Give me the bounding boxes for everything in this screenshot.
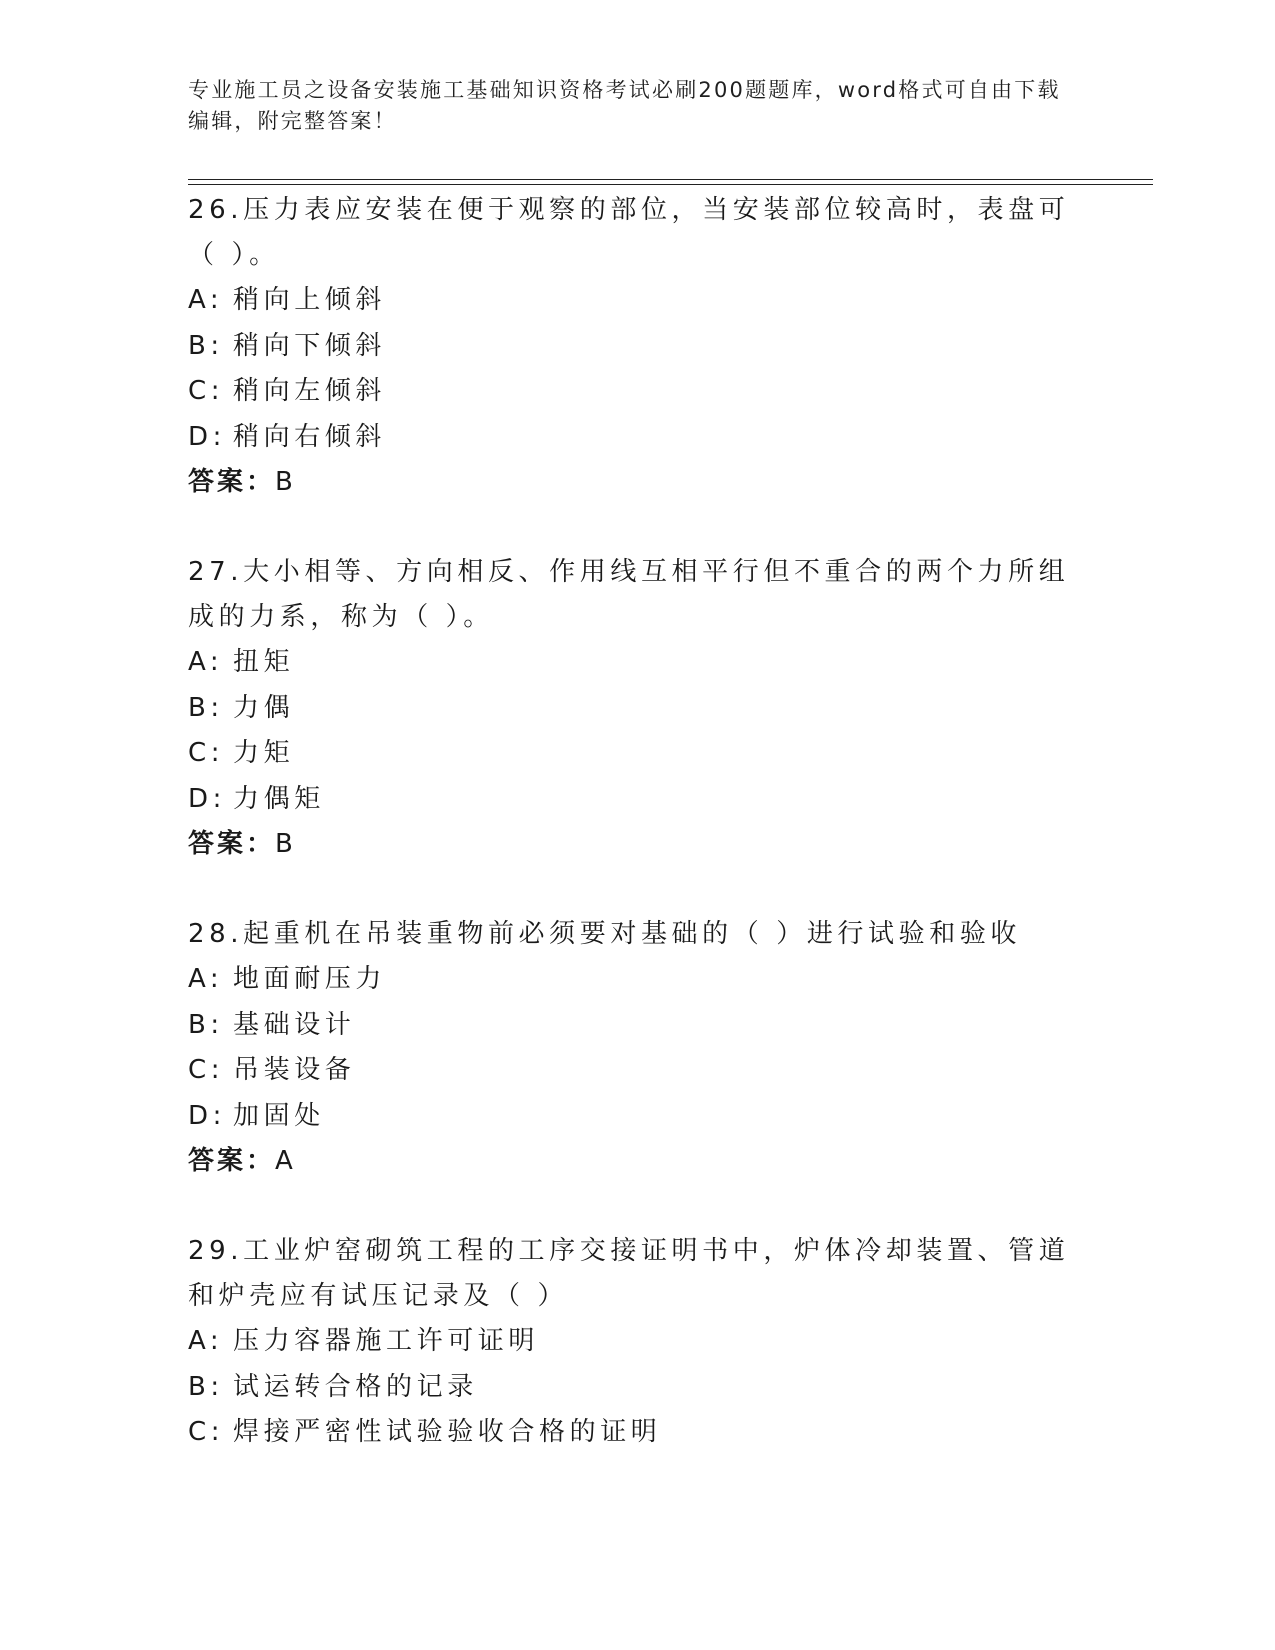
option-text: 基础设计 bbox=[233, 1009, 356, 1040]
option-letter: C: bbox=[188, 1055, 225, 1085]
option-text: 加固处 bbox=[233, 1100, 325, 1131]
option-b bbox=[188, 686, 1088, 732]
header-rule-bottom bbox=[188, 184, 1153, 185]
option-text: 稍向左倾斜 bbox=[233, 376, 387, 406]
option-letter: D: bbox=[188, 1100, 226, 1131]
option-letter: B: bbox=[188, 330, 224, 361]
option-letter: C: bbox=[188, 376, 225, 406]
option-letter: B: bbox=[188, 1009, 224, 1040]
option-text: 力偶矩 bbox=[233, 783, 325, 814]
question-text: 26.压力表应安装在便于观察的部位，当安装部位较高时，表盘可（ ）。 bbox=[188, 195, 1070, 270]
option-letter: D: bbox=[188, 783, 226, 814]
question-spacer bbox=[188, 505, 1088, 550]
option-a bbox=[188, 278, 1088, 324]
option-text: 力矩 bbox=[233, 738, 295, 768]
option-text: 压力容器施工许可证明 bbox=[233, 1326, 540, 1356]
question-list bbox=[188, 188, 1088, 1456]
option-b bbox=[188, 1003, 1088, 1049]
question-26 bbox=[188, 188, 1088, 505]
answer-label: 答案： bbox=[188, 467, 276, 497]
answer-label: 答案： bbox=[188, 829, 276, 859]
option-text: 稍向上倾斜 bbox=[233, 285, 387, 315]
option-b bbox=[188, 1365, 1088, 1411]
question-spacer bbox=[188, 867, 1088, 912]
answer-label: 答案： bbox=[188, 1146, 276, 1176]
option-letter: B: bbox=[188, 1371, 224, 1402]
option-d bbox=[188, 777, 1088, 823]
answer-line bbox=[188, 460, 1088, 505]
option-d bbox=[188, 1094, 1088, 1140]
option-a bbox=[188, 640, 1088, 686]
answer-value: B bbox=[275, 467, 294, 497]
option-text: 试运转合格的记录 bbox=[233, 1371, 478, 1402]
answer-value: B bbox=[275, 829, 294, 859]
answer-line bbox=[188, 1139, 1088, 1184]
question-28 bbox=[188, 912, 1088, 1184]
option-text: 扭矩 bbox=[233, 647, 295, 677]
option-a bbox=[188, 1319, 1088, 1365]
option-text: 力偶 bbox=[233, 692, 295, 723]
question-29 bbox=[188, 1229, 1088, 1456]
answer-line bbox=[188, 822, 1088, 867]
option-a bbox=[188, 957, 1088, 1003]
question-text: 27.大小相等、方向相反、作用线互相平行但不重合的两个力所组成的力系，称为（ ）。 bbox=[188, 557, 1070, 632]
option-text: 稍向下倾斜 bbox=[233, 330, 387, 361]
answer-value: A bbox=[275, 1146, 294, 1176]
question-spacer bbox=[188, 1184, 1088, 1229]
option-text: 吊装设备 bbox=[233, 1055, 356, 1085]
option-letter: C: bbox=[188, 738, 225, 768]
option-text: 焊接严密性试验验收合格的证明 bbox=[233, 1417, 662, 1447]
option-b bbox=[188, 324, 1088, 370]
option-text: 地面耐压力 bbox=[233, 964, 387, 994]
option-text: 稍向右倾斜 bbox=[233, 421, 387, 452]
option-c bbox=[188, 369, 1088, 415]
option-c bbox=[188, 731, 1088, 777]
document-header: 专业施工员之设备安装施工基础知识资格考试必刷200题题库，word格式可自由下载编辑，附完整答案！ bbox=[188, 78, 1061, 133]
question-text: 28.起重机在吊装重物前必须要对基础的（ ）进行试验和验收 bbox=[188, 919, 1022, 949]
option-letter: A: bbox=[188, 647, 224, 677]
question-text: 29.工业炉窑砌筑工程的工序交接证明书中，炉体冷却装置、管道和炉壳应有试压记录及（ ） bbox=[188, 1236, 1070, 1311]
option-c bbox=[188, 1048, 1088, 1094]
option-letter: A: bbox=[188, 285, 224, 315]
option-c bbox=[188, 1410, 1088, 1456]
option-d bbox=[188, 415, 1088, 461]
option-letter: D: bbox=[188, 421, 226, 452]
header-rule-top bbox=[188, 179, 1153, 180]
option-letter: B: bbox=[188, 692, 224, 723]
question-27 bbox=[188, 550, 1088, 867]
option-letter: A: bbox=[188, 964, 224, 994]
option-letter: A: bbox=[188, 1326, 224, 1356]
option-letter: C: bbox=[188, 1417, 225, 1447]
